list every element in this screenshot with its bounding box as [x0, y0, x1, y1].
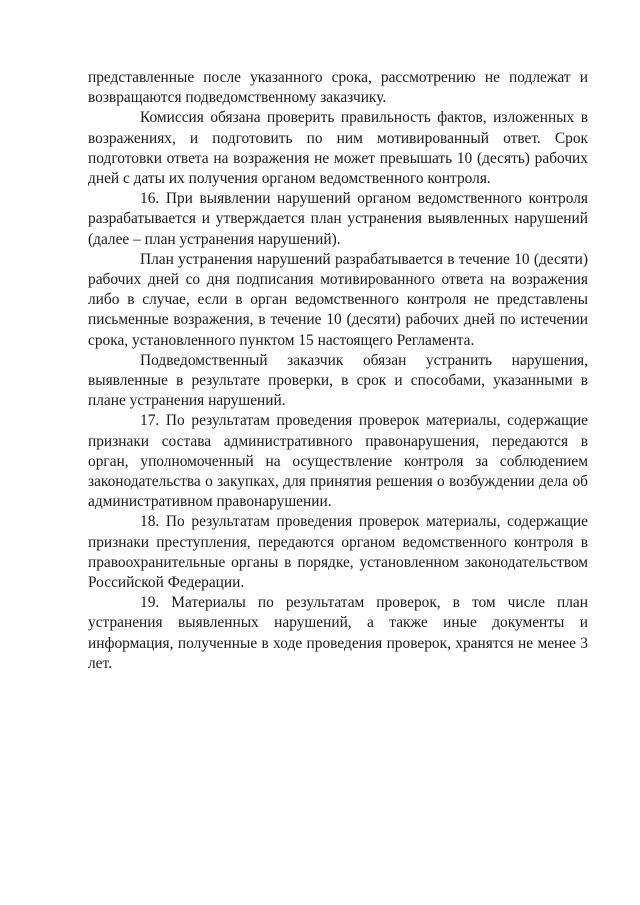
- paragraph-remediation-plan: План устранения нарушений разрабатывается в течение 10 (десяти) рабочих дней со дня подписания мотивированного ответа на возражения либо в случае, если в орган ведомственного контроля не представлены письменные возражения, в течение 10 (десяти) рабочих дней по истечении срока, установленного пунктом 15 настоящего Регламента.: [88, 250, 588, 349]
- document-body: [88, 68, 588, 674]
- paragraph-17: 17. По результатам проведения проверок материалы, содержащие признаки состава административного правонарушения, передаются в орган, уполномоченный на осуществление контроля за соблюдением законодательства о закупках, для принятия решения о возбуждении дела об административном правонарушении.: [88, 412, 588, 511]
- paragraph-16: 16. При выявлении нарушений органом ведомственного контроля разрабатывается и утверждается план устранения выявленных нарушений (далее – план устранения нарушений).: [88, 190, 588, 248]
- paragraph-commission-duty: Комиссия обязана проверить правильность фактов, изложенных в возражениях, и подготовить по ним мотивированный ответ. Срок подготовки ответа на возражения не может превышать 10 (десять) рабочих дней с даты их получения органом ведомственного контроля.: [88, 109, 588, 188]
- paragraph-continuation: представленные после указанного срока, рассмотрению не подлежат и возвращаются подведомственному заказчику.: [88, 69, 588, 107]
- paragraph-19: 19. Материалы по результатам проверок, в том числе план устранения выявленных нарушений, а также иные документы и информация, полученные в ходе проведения проверок, хранятся не менее 3 лет.: [88, 594, 588, 672]
- paragraph-18: 18. По результатам проведения проверок материалы, содержащие признаки преступления, передаются органом ведомственного контроля в правоохранительные органы в порядке, установленном законодательством Российской Федерации.: [88, 513, 588, 592]
- paragraph-customer-duty: Подведомственный заказчик обязан устранить нарушения, выявленные в результате проверки, в срок и способами, указанными в плане устранения нарушений.: [88, 351, 588, 410]
